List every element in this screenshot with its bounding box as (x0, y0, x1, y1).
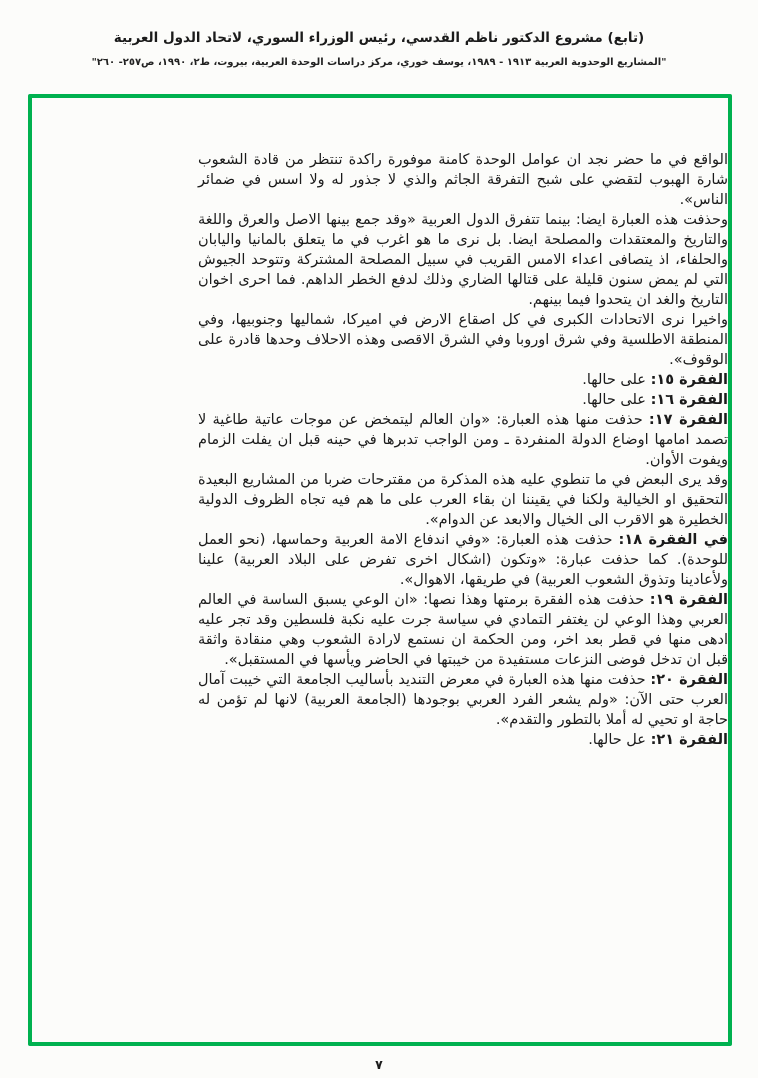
paragraph-lead: الفقرة ١٥: (650, 372, 728, 388)
paragraph (198, 470, 728, 530)
paragraph (198, 150, 728, 210)
page-header (0, 30, 758, 68)
paragraph-text: على حالها. (582, 372, 651, 388)
paragraph-text: الواقع في ما حضر نجد ان عوامل الوحدة كامنة موفورة راكدة تنتظر من قادة الشعوب شارة الهبوب لتقضي على شبح التفرقة الجاثم والذي لا جذور له ولا اسس في ضمائر الناس». (198, 152, 728, 208)
paragraph (198, 390, 728, 410)
paragraph-text: حذفت منها هذه العبارة في معرض التنديد بأساليب الجامعة التي خيبت آمال العرب حتى الآن: «ولم يشعر الفرد العربي بوجودها (الجامعة العربية) لانها لم تؤمن له حاجة او تحيي له أملا بالتطور والتقدم». (198, 672, 728, 728)
paragraph-text: واخيرا نرى الاتحادات الكبرى في كل اصقاع الارض في اميركا، شماليها وجنوبيها، وفي المنطقة الاطلسية وفي شرق اوروبا وفي الشرق الاقصى وهذه الاحلاف وحدها قادرة على الوقوف». (198, 312, 728, 368)
paragraph (198, 530, 728, 590)
paragraph-text: وحذفت هذه العبارة ايضا: بينما تتفرق الدول العربية «وقد جمع بينها الاصل والعرق واللغة والتاريخ والمعتقدات والمصلحة ايضا. بل نرى ما هو اغرب في ما يتعلق بالمانيا واليابان والحلفاء، اذ يتصافى اعداء الامس القريب في سبيل المصلحة المشتركة وتتوحد الجيوش التي لم يمض سنون قليلة على قتالها الضاري وذلك لدفع الخطر الداهم. فما احرى اخوان التاريخ والغد ان يتحدوا فيما بينهم. (198, 212, 728, 308)
paragraph-text: وقد يرى البعض في ما تنطوي عليه هذه المذكرة من مقترحات ضربا من المشاريع البعيدة التحقيق او الخيالية ولكنا في يقيننا ان بقاء العرب على ما هم فيه تجاه الظروف الدولية الخطيرة هو الاقرب الى الخيال والابعد عن الدوام». (198, 472, 728, 528)
paragraph-text: على حالها. (582, 392, 651, 408)
paragraph (198, 370, 728, 390)
paragraph-text: حذفت هذه الفقرة برمتها وهذا نصها: «ان الوعي يسبق الساسة في العالم العربي وهذا الوعي لن يغتفر التمادي في سياسة جرت عليه نكبة فلسطين وقد تجر عليه ادهى منها في قطر بعد اخر، ومن الحكمة ان نستمع لارادة الشعوب وهي منقادة واثقة قبل ان تدخل فوضى النزعات مستفيدة من خيبتها في الحاضر ويأسها في المستقبل». (198, 592, 728, 668)
paragraph-lead: الفقرة ٢١: (650, 732, 728, 748)
paragraph-lead: الفقرة ١٩: (649, 592, 728, 608)
paragraph (198, 590, 728, 670)
paragraph (198, 210, 728, 310)
paragraph (198, 410, 728, 470)
paragraph-lead: الفقرة ٢٠: (650, 672, 728, 688)
paragraph-lead: الفقرة ١٧: (648, 412, 728, 428)
document-title: (تابع) مشروع الدكتور ناظم القدسي، رئيس الوزراء السوري، لاتحاد الدول العربية (113, 30, 645, 46)
paragraph (198, 730, 728, 750)
paragraph-text: عل حالها. (588, 732, 651, 748)
document-source-citation: "المشاريع الوحدوية العربية ١٩١٣ - ١٩٨٩، يوسف خوري، مركز دراسات الوحدة العربية، بيروت، ط٢، ١٩٩٠، ص٢٥٧- ٢٦٠" (91, 57, 667, 68)
paragraph-text: حذفت هذه العبارة: «وفي اندفاع الامة العربية وحماسها، (نحو العمل للوحدة). كما حذفت عبارة: «وتكون (اشكال اخرى تفرض على البلاد العربية) علينا ولأعادينا وتذوق الشعوب العربية) في طريقها، الاهوال». (198, 532, 728, 588)
paragraph (198, 670, 728, 730)
document-body-text (198, 150, 728, 750)
page-number: ٧ (375, 1057, 383, 1072)
paragraph-lead: الفقرة ١٦: (650, 392, 728, 408)
paragraph-text: حذفت منها هذه العبارة: «وان العالم ليتمخض عن موجات عاتية طاغية لا تصمد امامها اوضاع الدولة المنفردة ـ ومن الواجب تدبرها في حينه قبل ان يفلت الزمام ويفوت الأوان. (198, 412, 728, 468)
paragraph-lead: في الفقرة ١٨: (618, 532, 728, 548)
paragraph (198, 310, 728, 370)
